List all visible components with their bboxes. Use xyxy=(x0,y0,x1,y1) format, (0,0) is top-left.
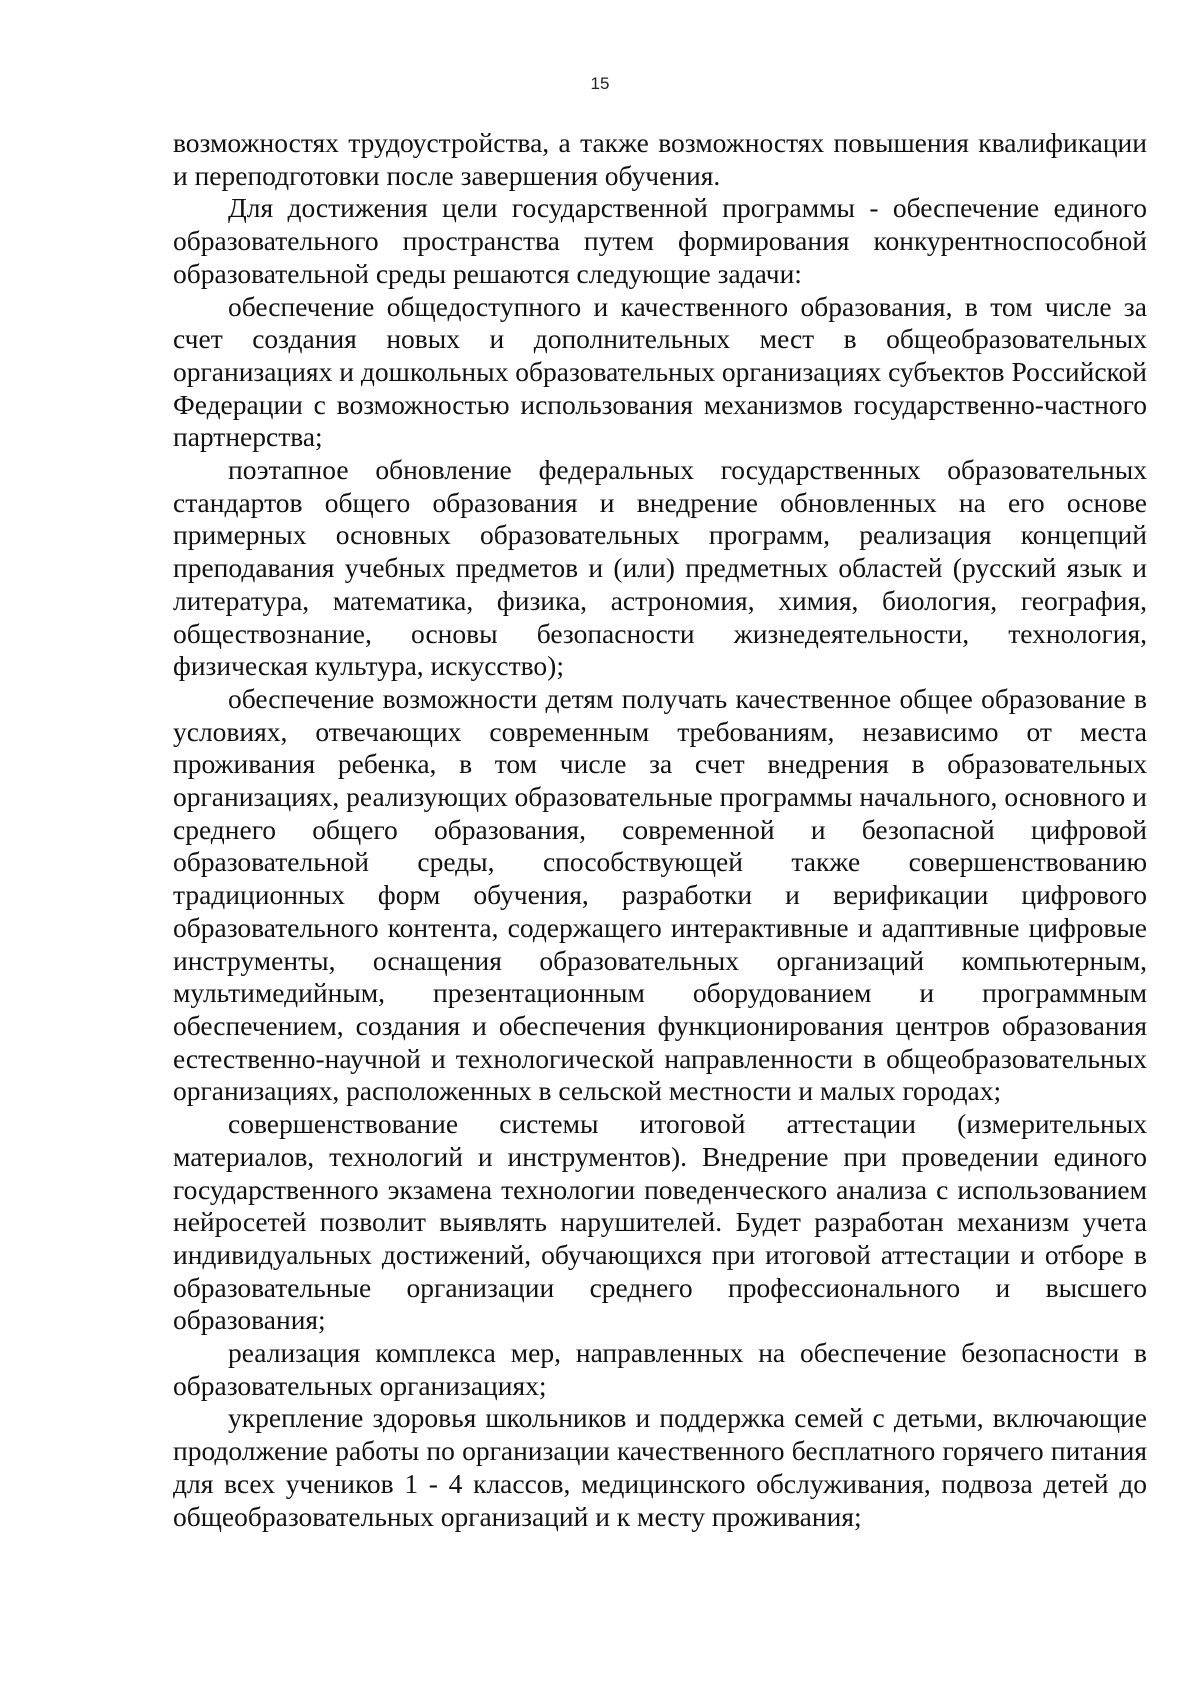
paragraph-task-attestation: совершенствование системы итоговой аттестации (измерительных материалов, технологий и инструментов). Внедрение при проведении единого государственного экзамена технологии поведенческого анализа с использованием нейросетей позволит выявлять нарушителей. Будет разработан механизм учета индивидуальных достижений, обучающихся при итоговой аттестации и отборе в образовательные организации среднего профессионального и высшего образования; xyxy=(173,1108,1147,1336)
paragraph-task-digital: обеспечение возможности детям получать качественное общее образование в условиях, отвечающих современным требованиям, независимо от места проживания ребенка, в том числе за счет внедрения в образовательных организациях, реализующих образовательные программы начального, основного и среднего общего образования, современной и безопасной цифровой образовательной среды, способствующей также совершенствованию традиционных форм обучения, разработки и верификации цифрового образовательного контента, содержащего интерактивные и адаптивные цифровые инструменты, оснащения образовательных организаций компьютерным, мультимедийным, презентационным оборудованием и программным обеспечением, создания и обеспечения функционирования центров образования естественно-научной и технологической направленности в общеобразовательных организациях, расположенных в сельской местности и малых городах; xyxy=(173,682,1147,1107)
paragraph-goal: Для достижения цели государственной программы - обеспечение единого образовательного пространства путем формирования конкурентноспособной образовательной среды решаются следующие задачи: xyxy=(173,192,1147,289)
paragraph-task-access: обеспечение общедоступного и качественного образования, в том числе за счет создания новых и дополнительных мест в общеобразовательных организациях и дошкольных образовательных организациях субъектов Российской Федерации с возможностью использования механизмов государственно-частного партнерства; xyxy=(173,290,1147,453)
paragraph-continuation: возможностях трудоустройства, а также возможностях повышения квалификации и переподготовки после завершения обучения. xyxy=(173,127,1147,191)
page-number: 15 xyxy=(590,74,610,93)
paragraph-task-standards: поэтапное обновление федеральных государственных образовательных стандартов общего образования и внедрение обновленных на его основе примерных основных образовательных программ, реализация концепций преподавания учебных предметов и (или) предметных областей (русский язык и литература, математика, физика, астрономия, химия, биология, география, обществознание, основы безопасности жизнедеятельности, технология, физическая культура, искусство); xyxy=(173,454,1147,682)
body-text xyxy=(173,127,1147,1533)
paragraph-task-health: укрепление здоровья школьников и поддержка семей с детьми, включающие продолжение работы по организации качественного бесплатного горячего питания для всех учеников 1 - 4 классов, медицинского обслуживания, подвоза детей до общеобразовательных организаций и к месту проживания; xyxy=(173,1402,1147,1532)
paragraph-task-safety: реализация комплекса мер, направленных на обеспечение безопасности в образовательных организациях; xyxy=(173,1337,1147,1401)
